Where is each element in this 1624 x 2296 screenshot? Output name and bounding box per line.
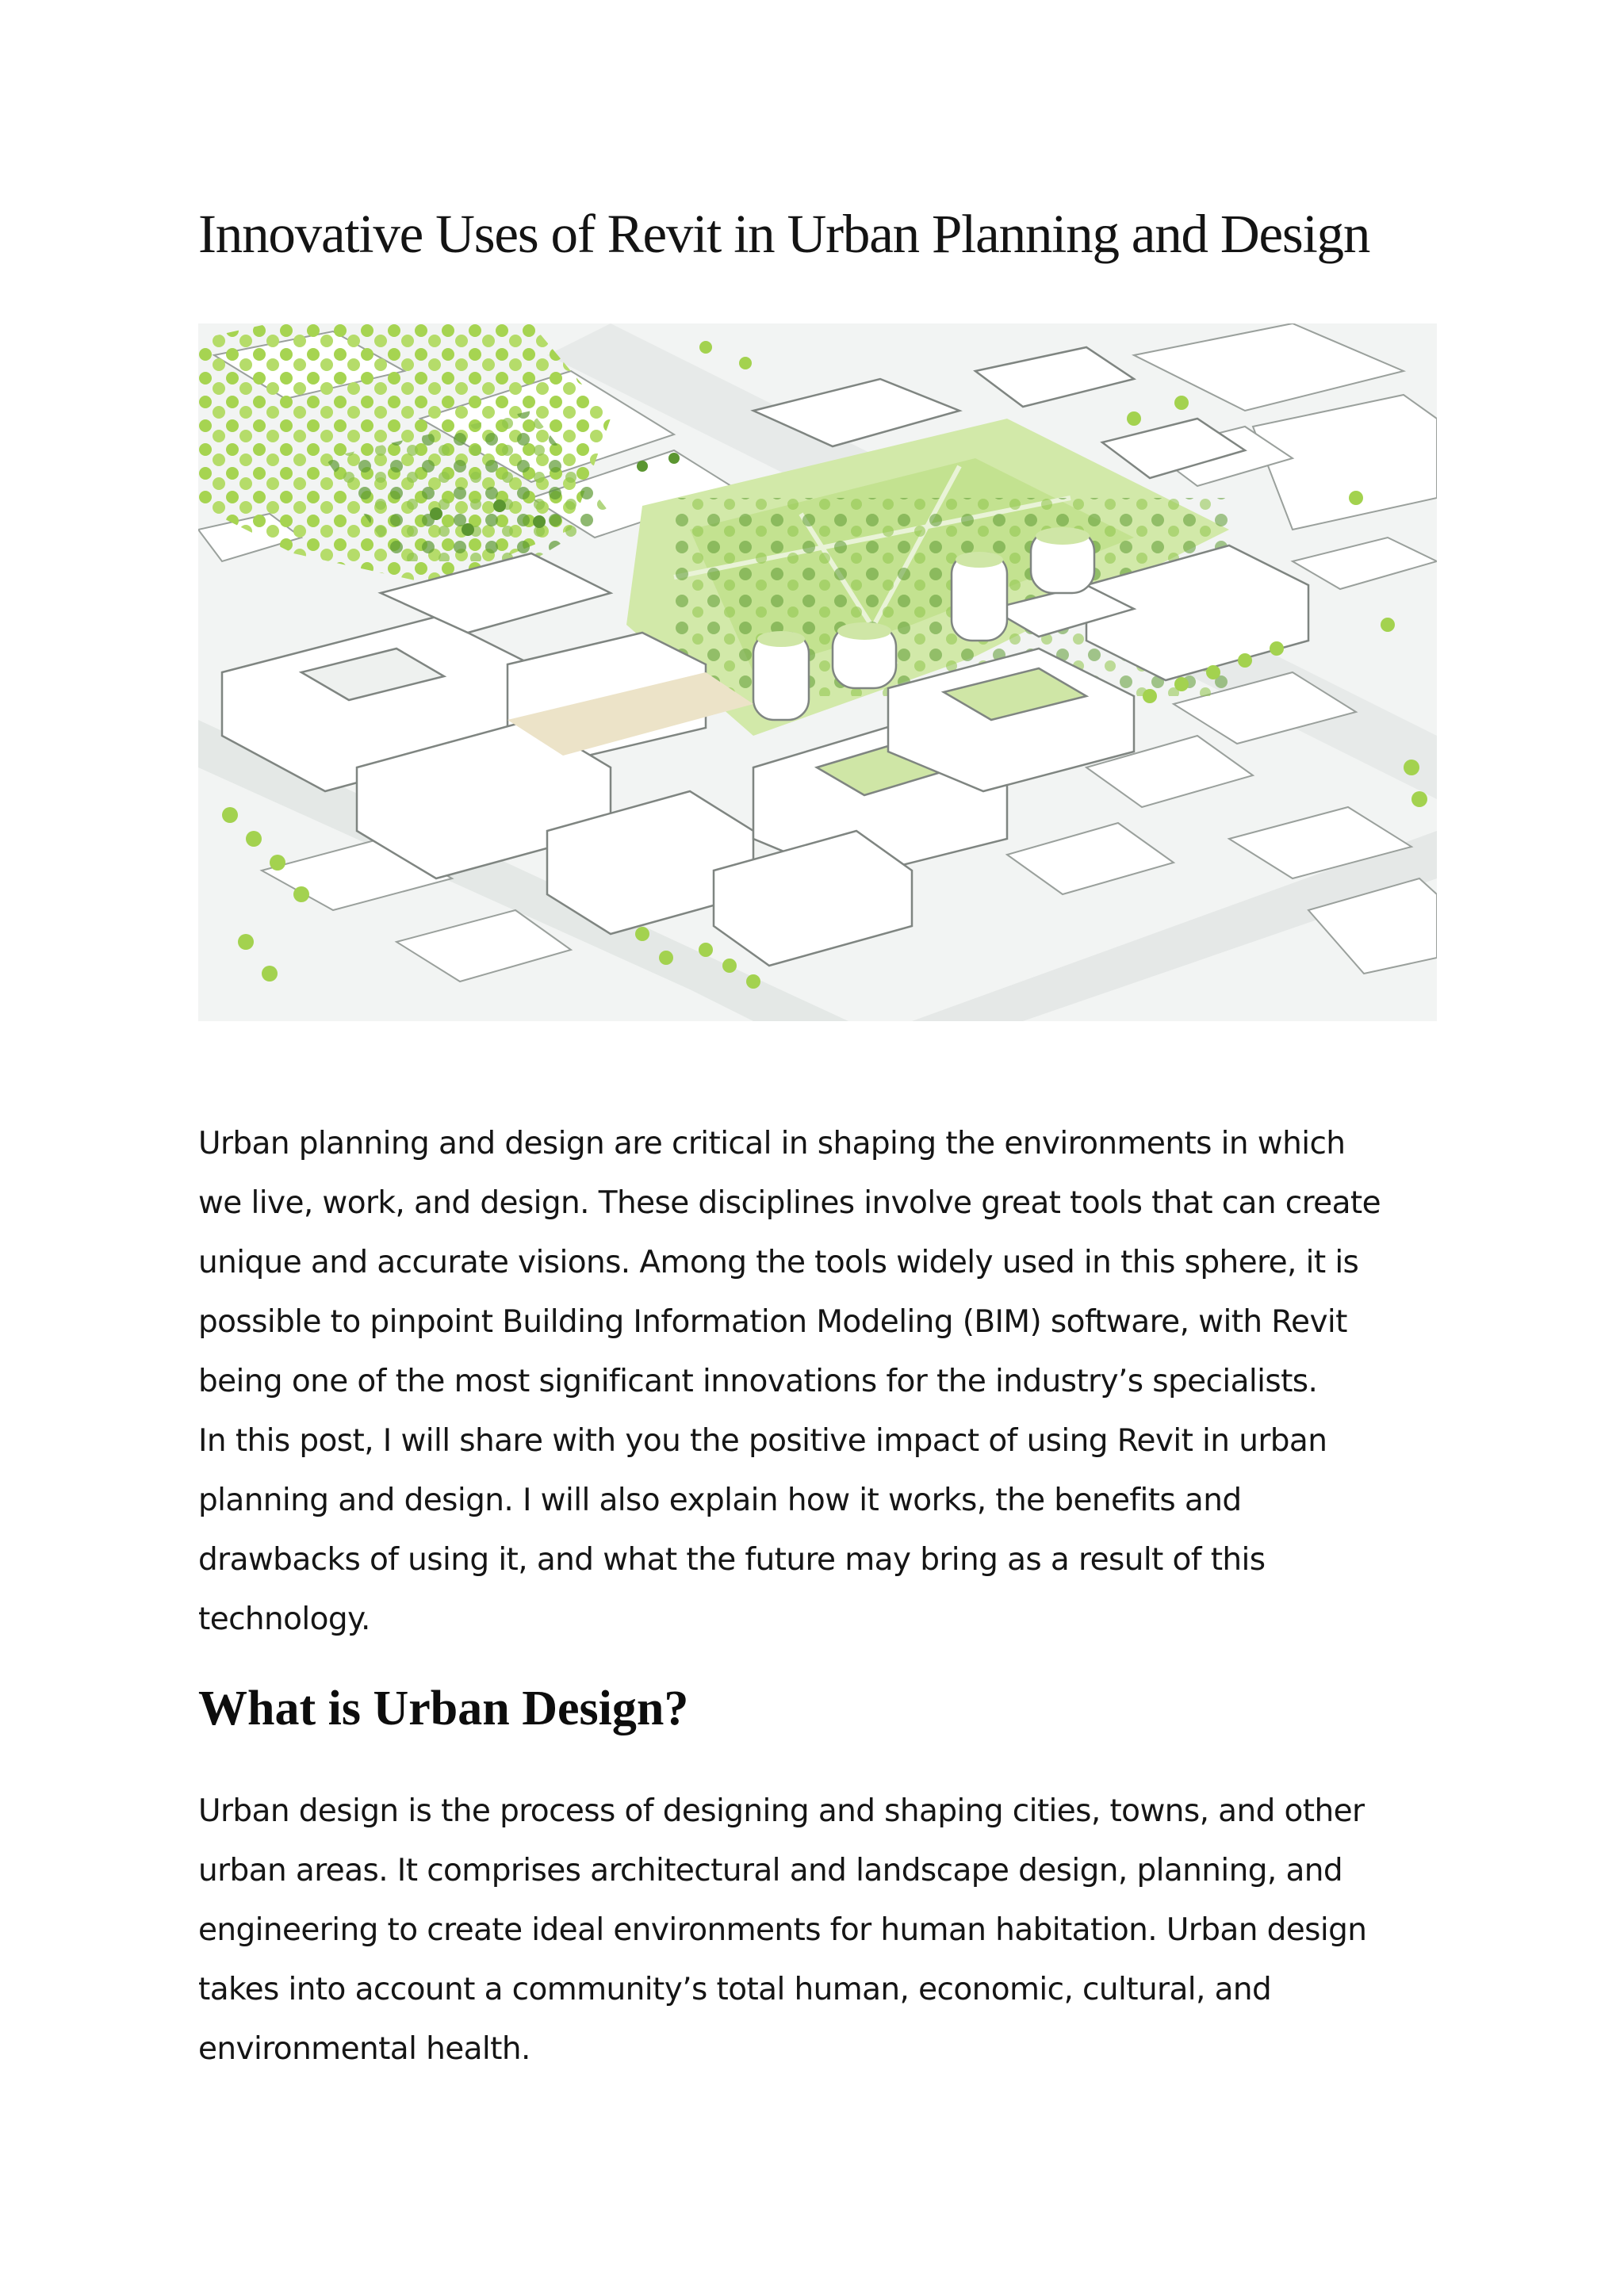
urban-masterplan-illustration [198,323,1437,1021]
section-line: engineering to create ideal environments for human habitation. Urban design [198,1912,1367,1948]
intro-line: planning and design. I will also explain how it works, the benefits and [198,1483,1242,1518]
section-paragraph [198,1781,1451,2079]
intro-line: being one of the most significant innovations for the industry’s specialists. [198,1364,1318,1399]
section-line: Urban design is the process of designing and shaping cities, towns, and other [198,1793,1365,1829]
section-heading: What is Urban Design? [198,1682,689,1735]
intro-line: technology. [198,1601,370,1637]
intro-line: Urban planning and design are critical in shaping the environments in which [198,1126,1346,1161]
section-line: environmental health. [198,2031,530,2067]
section-line: urban areas. It comprises architectural and landscape design, planning, and [198,1853,1343,1888]
intro-line: drawbacks of using it, and what the future may bring as a result of this [198,1542,1266,1578]
intro-line: unique and accurate visions. Among the tools widely used in this sphere, it is [198,1245,1359,1280]
intro-line: possible to pinpoint Building Information Modeling (BIM) software, with Revit [198,1304,1347,1340]
intro-paragraph [198,1114,1451,1649]
intro-line: we live, work, and design. These disciplines involve great tools that can create [198,1185,1381,1221]
page-title: Innovative Uses of Revit in Urban Planning and Design [198,204,1370,264]
intro-line: In this post, I will share with you the positive impact of using Revit in urban [198,1423,1327,1459]
section-line: takes into account a community’s total human, economic, cultural, and [198,1972,1272,2007]
hero-image [198,323,1437,1021]
